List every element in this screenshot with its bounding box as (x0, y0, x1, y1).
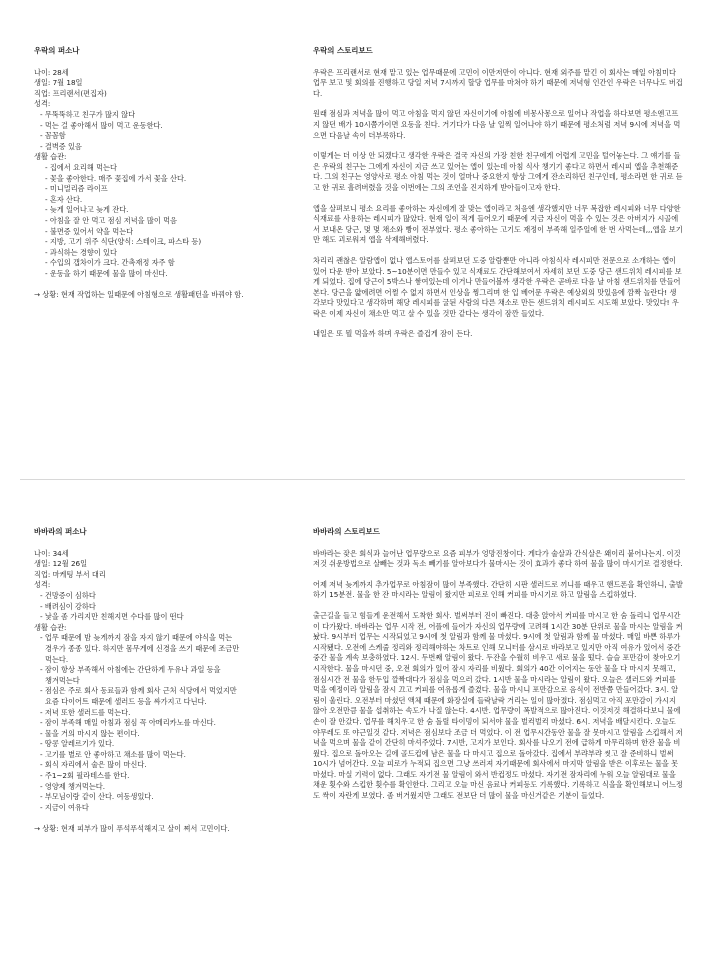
persona-line: - 건망증이 심하다 (40, 590, 96, 600)
persona-line: - 잠이 부족해 매일 아침과 점심 꼭 아메리카노를 마신다. (40, 718, 216, 728)
storyboard-body (313, 549, 683, 802)
persona-line: - 미니멀리즘 라이프 (45, 184, 108, 194)
persona-line: - 수입의 갭차이가 크다. 간촉재정 자주 함 (45, 258, 175, 268)
persona-line: 생일: 7월 18일 (34, 78, 83, 88)
persona-title: 우락의 퍼소나 (34, 46, 80, 55)
persona-line: - 부모님이랑 같이 산다. 여동생있다. (40, 792, 154, 802)
persona-line: - 점심은 주로 회사 동료들과 함께 회사 근처 식당에서 먹었지만 (40, 686, 237, 696)
line-spacer (34, 279, 284, 290)
persona-line: - 늦게 일어나고 늦게 잔다. (45, 205, 129, 215)
persona-line: 챙겨먹는다 (45, 675, 80, 685)
storyboard-body (313, 68, 683, 340)
persona-line: - 불면증 있어서 약을 먹는다 (45, 226, 134, 236)
persona-line: 나이: 28세 (34, 67, 69, 77)
storyboard-title: 우락의 스토리보드 (313, 46, 373, 55)
persona-line: - 꽃을 좋아한다. 매주 꽃집에 가서 꽃을 산다. (45, 173, 187, 183)
persona-line: 나이: 34세 (34, 548, 69, 558)
persona-line: - 업무 때문에 밤 늦게까지 잠을 자지 않기 때문에 야식을 먹는 (40, 633, 233, 643)
persona-line: - 지금이 여유다 (40, 802, 89, 812)
persona-line: - 배려심이 강하다 (40, 601, 96, 611)
persona-line: - 과식하는 경향이 있다 (45, 247, 117, 257)
storyboard-title: 바바라의 스토리보드 (313, 527, 380, 536)
persona-section-1 (34, 46, 284, 301)
persona-line: - 낯을 좀 가리지만 친해지면 수다를 많이 떤다 (40, 612, 184, 622)
persona-details (34, 549, 284, 835)
story-paragraph: 원래 점심과 저녁을 많이 먹고 아침을 먹지 않던 자신이기에 아침에 비몽사몽으로 일어나 작업을 하다보면 평소엔고프지 않던 배가 10시쯤가이면 요동을 친다. 거기다가 다음 날 일찍 일어나야 하기 때문에 평소처럼 저녁 9시에 저녁을 먹으면 다음날 속이 더부룩하다. (313, 109, 681, 140)
persona-line: - 고기를 별로 안 좋아하고 채소를 많이 먹는다. (40, 749, 186, 759)
story-paragraph: 출근길을 들고 힘들게 운전해서 도착한 회사. 벌써부터 진이 빠진다. 대충 앉아서 커피를 마시고 한 숨 돌리니 업무시간이 다가왔다. 바바라는 업무 시작 전, 어플에 들어가 자신의 업무량에 고려해 1시간 30분 단위로 물을 마시는 알림을 켜놨다. 9시부터 업무는 시작되었고 9시에 첫 알림과 함께 물 마셨다. 9시에 첫 알림과 함께 물 마셨다. 매일 바쁜 하루가 시작됐다. 오전에 스케줄 정리와 정리해야하는 차트로 인해 모니터를 삼시로 바라보고 있지만 아직 여유가 있어서 중간중간 물을 계속 보충하였다. 12시. 두번째 알림이 왔다. 두잔을 수월히 비우고 새로 물을 떴다. 슬슬 포만감이 찾아오기 시작한다. 물을 마시던 중, 오전 회의가 있어 잠시 자리를 비웠다. 회의가 40간 이어지는 동안 물을 다 마시지 못해고, 점심시간 전 물을 한두입 깔짝대다가 점심을 먹으러 갔다. 1시반 물을 마시라는 알림이 왔다. 오늘은 샐러드와 커피를 먹을 예정이라 알림을 잠시 끄고 커피를 여유롭게 즐겼다. 물을 마시니 포만감으로 음식이 전반쯤 만들어갔다. 3시. 알림이 울린다. 오전부터 마셨던 액체 때문에 화장실에 들락날락 거리는 일이 많아졌다. 점심먹고 아직 포만감이 가시지 않아 오전만큼 물을 섭취하는 속도가 나질 않는다. 4시반. 업무량이 폭발적으로 많아진다. 이것저것 해결하다보니 물에 손이 잘 안갔다. 업무를 해치우고 한 숨 돌릴 타이밍이 되서야 물을 벌컥벌컥 마셨다. 6시. 저녁을 배달시킨다. 오늘도 야무레도 또 야근일것 같다. 저녁은 점심보다 조금 더 먹었다. 이 전 업무시간동안 물을 잘 못마시고 알림을 스킵해서 저녁을 먹으며 물을 같이 간단히 마셔주었다. 7시반, 고지가 보인다. 회사를 나오기 전에 급하게 마무리하며 한잔 물을 비웠다. 집으로 돌아오는 길에 골드컵에 남은 물을 다 마시고 집으로 돌아갔다. 집에서 부랴부랴 씻고 잘 준비하니 벌써 10시가 넘어간다. 오늘 피로가 누적되 집으면 그냥 쓰러져 자기때문에 회사에서 마지막 알림을 받은 이후로는 물을 못마셨다. 마실 기력이 없다. 그래도 자기전 물 알림이 와서 반컵정도 마셨다. 자기전 잠자리에 누워 오늘 알림대로 물을 채운 횟수와 스킵한 횟수를 확인한다. 그리고 오늘 마신 음료나 커피등도 기록했다. 기록하고 식을을 확인해보니 어느정도 싹이 자란게 보였다. 좀 버거웠지만 그래도 전보단 더 많이 물을 마신거같은 기분이 들었다. (313, 610, 683, 801)
persona-line: 생일: 12월 26일 (34, 559, 88, 569)
persona-section-2 (34, 527, 284, 835)
story-paragraph: 앱을 살펴보니 평소 요리를 좋아하는 자신에게 잘 맞는 앱이라고 처음엔 생각했지만 너무 복잡한 레시피와 너무 다양한 식재료를 사용하는 레시피가 많았다. 현재 일이 적게 들어오기 때문에 지금 자신이 먹을 수 있는 것은 아버지가 시골에서 보내온 당근, 몇 몇 채소와 빵이 전부였다. 평소 좋아하는 고기도 재정이 부족해 일주일에 한 번 사먹는데,,,앱을 보기만 해도 괴로워져 앱을 삭제해버렸다. (313, 203, 683, 245)
persona-line: - 집에서 요리해 먹는다 (45, 162, 117, 172)
persona-title: 바바라의 퍼소나 (34, 527, 87, 536)
persona-line: - 회식 자리에서 술은 많이 마신다. (40, 760, 147, 770)
story-paragraph: 이렇게는 더 이상 안 되겠다고 생각한 우락은 결국 자신의 가장 친한 친구에게 어렵게 고민을 털어놓는다. 그 얘기를 들은 우락의 친구는 그에게 자신이 지금 쓰고 있어는 앱이 있는데 아침 식사 챙기기 좋다고 하면서 레시피 앱을 추천해준다. 그의 친구는 영양사로 평소 아침 먹는 것이 얼마나 중요한지 항상 그에게 잔소리하던 친구인데, 평소라면 한 귀로 듣고 한 귀로 흘려버렸을 것을 이번에는 그의 조언을 진지하게 받아들이고자 한다. (313, 151, 683, 192)
persona-line: 생활 습관: (34, 152, 67, 162)
persona-line: → 상황: 현재 작업하는 일때문에 아침형으로 생활패턴을 바꿔야 함. (34, 290, 244, 300)
storyboard-section-2 (313, 527, 683, 812)
persona-line: - 주1~2회 필라테스를 한다. (40, 771, 130, 781)
story-paragraph: 어제 저녁 늦게까지 추가업무로 아침잠이 많이 부족했다. 간단히 시판 샐러드로 끼니를 때우고 핸드폰을 확인하니, 출발하기 15분전. 물을 한 잔 마시라는 알림이 왔지만 피로로 인해 커피를 마시기로 하고 알림을 스킵하였다. (313, 579, 683, 600)
storyboard-section-1 (313, 46, 683, 350)
persona-line: - 저녁 또한 샐러드를 먹는다. (40, 707, 131, 717)
story-paragraph: 차리리 괜찮은 알람앱이 없나 앱스토어를 살펴보던 도중 알람뿐만 아니라 아침식사 레시피만 전문으로 소개하는 앱이 있어 다운 받아 보았다. 5~10분이면 만들수 있고 식재료도 간단해보여서 자세히 보던 도중 당근 샌드위치 레시피를 보게 되었다. 집에 당근이 5박스나 쌓여있는데 이거나 만들어볼까 생각한 우락은 곧바로 다음 날 아침 샌드위치를 만들어본다. 당근을 얇에려면 어쩔 수 없지 하면서 인상을 찡그리며 한 입 베어문 우락은 예상외의 맛있음에 깜짝 놀란다! 생각보다 맛있다고 생각하며 해당 레시피를 굴된 사람의 다른 채소로 만든 샌드위치 레시피도 시도해 보았다. 맛있다! 우락은 이제 자신이 채소만 먹고 살 수 있을 것만 같다는 생각이 잠깐 들었다. (313, 255, 682, 318)
persona-line: - 혼자 산다. (45, 194, 83, 204)
page-divider (20, 479, 685, 480)
persona-line: - 영양제 챙겨먹는다. (40, 781, 105, 791)
persona-line: - 땅콩 알레르기가 있다. (40, 739, 115, 749)
persona-line: 직업: 마케팅 부서 대리 (34, 569, 106, 579)
persona-line: - 무뚝뚝하고 친구가 많지 않다 (40, 109, 136, 119)
story-paragraph: 바바라는 잦은 회식과 늘어난 업무량으로 요즘 피부가 엉망진창이다. 게다가 술살과 간식살은 왜이리 붙어나는지. 이것저것 쉬운방법으로 살빼는 것과 독소 빼기를 알아보다가 물마시는 것이 효과가 좋다 하여 물을 많이 마시기로 결정한다. (313, 548, 683, 569)
persona-line: - 잠이 항상 부족해서 아침에는 간단하게 두유나 과일 등을 (40, 665, 221, 675)
persona-line: - 결벽증 있음 (40, 141, 82, 151)
persona-line: - 물을 거의 마시지 않는 편이다. (40, 728, 140, 738)
persona-line: 요즘 다이어트 때문에 샐러드 등을 싸가지고 다닌다. (45, 696, 207, 706)
line-spacer (34, 813, 284, 824)
persona-details (34, 68, 284, 301)
persona-line: - 꼼꼼함 (40, 131, 66, 141)
story-paragraph: 우락은 프리랜서로 현재 맡고 있는 업무때문에 고민이 이만저만이 아니다. 현재 외주를 맡긴 이 회사는 매일 아침미다 업무 보고 및 회의를 진행하고 당일 저녁 7시까지 할당 업무를 마쳐야 하기 때문에 저녁형 인간인 우락은 너무나도 버겁다. (313, 67, 683, 98)
story-paragraph: 내일은 또 뭘 먹을까 하며 우락은 즐겁게 잠이 든다. (313, 329, 473, 339)
persona-line: 생활 습관: (34, 622, 67, 632)
persona-line: - 지방, 고기 위주 식단(양식: 스테이크, 파스타 등) (45, 237, 202, 247)
persona-line: → 상황: 현재 피부가 많이 푸석푸석해지고 살이 쪄서 고민이다. (34, 824, 230, 834)
persona-line: 먹는다. (45, 654, 69, 664)
persona-line: - 아침을 잘 안 먹고 점심 저녁을 많이 먹음 (45, 215, 177, 225)
persona-line: - 운동을 하기 때문에 물을 많이 마신다. (45, 268, 168, 278)
persona-line: 성격: (34, 580, 51, 590)
persona-line: 성격: (34, 99, 51, 109)
persona-line: - 먹는 걸 좋아해서 많이 먹고 운동한다. (40, 120, 163, 130)
persona-line: 직업: 프리랜서(편집자) (34, 88, 107, 98)
persona-line: 경우가 종종 있다. 하지만 몸무게에 신경을 쓰기 때문에 조금만 (45, 643, 240, 653)
